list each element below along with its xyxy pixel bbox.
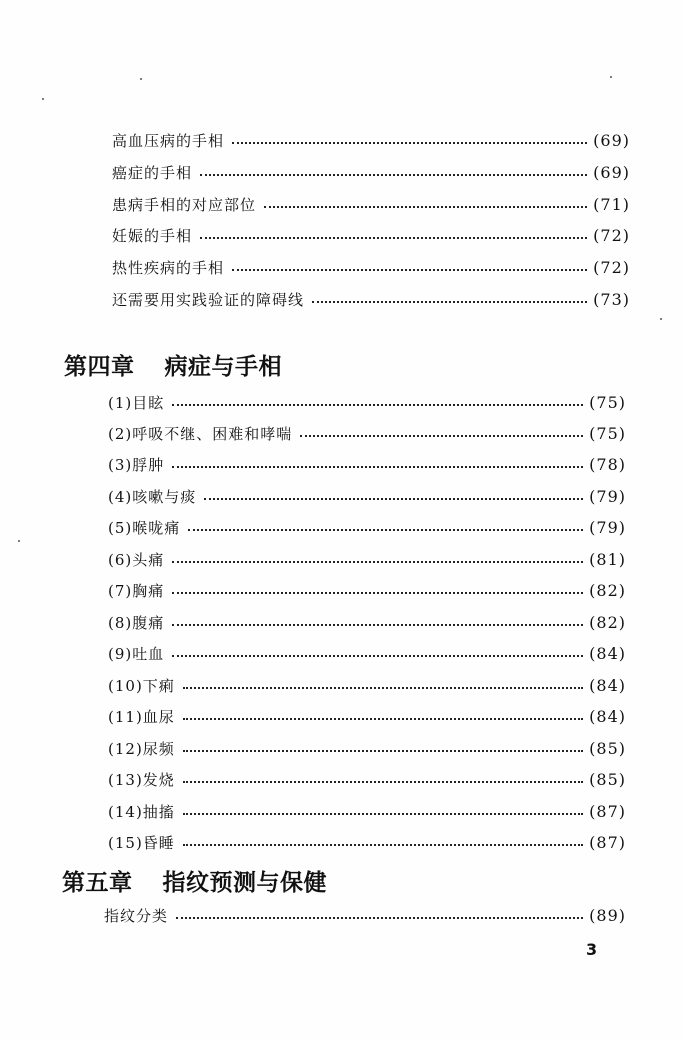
dot-leader bbox=[172, 592, 583, 594]
entry-page-number: (69) bbox=[593, 162, 630, 182]
dot-leader bbox=[172, 404, 583, 406]
entry-page-number: (79) bbox=[589, 486, 626, 506]
dot-leader bbox=[232, 142, 587, 144]
entry-page-number: (81) bbox=[589, 549, 626, 569]
scan-speck bbox=[18, 540, 20, 542]
dot-leader bbox=[264, 206, 587, 208]
toc-entry[interactable] bbox=[108, 481, 626, 511]
entry-label: (14)抽搐 bbox=[108, 802, 175, 821]
toc-entry[interactable] bbox=[112, 284, 630, 314]
entry-page-number: (87) bbox=[589, 801, 626, 821]
chapter-title: 病症与手相 bbox=[164, 354, 282, 380]
dot-leader bbox=[183, 781, 583, 783]
entry-page-number: (82) bbox=[589, 612, 626, 632]
entry-label: (11)血尿 bbox=[108, 707, 175, 726]
entry-label: (1)目眩 bbox=[108, 393, 165, 412]
entry-label: (2)呼吸不继、困难和哮喘 bbox=[108, 424, 293, 443]
scan-speck bbox=[660, 318, 662, 320]
entry-label: 还需要用实践验证的障碍线 bbox=[112, 290, 305, 309]
entry-label: (3)脬肿 bbox=[108, 455, 165, 474]
toc-entry[interactable] bbox=[112, 157, 630, 187]
entry-page-number: (85) bbox=[589, 738, 626, 758]
dot-leader bbox=[183, 718, 583, 720]
dot-leader bbox=[183, 813, 583, 815]
dot-leader bbox=[183, 750, 583, 752]
toc-entry[interactable] bbox=[112, 125, 630, 155]
entry-page-number: (72) bbox=[593, 225, 630, 245]
dot-leader bbox=[176, 917, 583, 919]
toc-entry[interactable] bbox=[108, 387, 626, 417]
scan-speck bbox=[610, 76, 612, 78]
toc-entry[interactable] bbox=[112, 220, 630, 250]
toc-entry[interactable] bbox=[104, 900, 626, 930]
entry-label: (13)发烧 bbox=[108, 770, 175, 789]
chapter-number: 第四章 bbox=[64, 354, 135, 380]
toc-entry[interactable] bbox=[108, 638, 626, 668]
toc-entry[interactable] bbox=[108, 796, 626, 826]
page-number: 3 bbox=[586, 940, 598, 959]
entry-label: 癌症的手相 bbox=[112, 163, 193, 182]
entry-page-number: (71) bbox=[593, 194, 630, 214]
entry-page-number: (75) bbox=[589, 423, 626, 443]
toc-entry[interactable] bbox=[108, 764, 626, 794]
dot-leader bbox=[183, 687, 583, 689]
toc-entry[interactable] bbox=[112, 189, 630, 219]
dot-leader bbox=[300, 435, 583, 437]
entry-page-number: (89) bbox=[589, 905, 626, 925]
chapter-heading bbox=[64, 348, 282, 381]
scan-speck bbox=[42, 98, 44, 100]
dot-leader bbox=[200, 174, 587, 176]
chapter-number: 第五章 bbox=[62, 870, 133, 896]
toc-entry[interactable] bbox=[108, 418, 626, 448]
entry-label: 妊娠的手相 bbox=[112, 226, 193, 245]
entry-label: (7)胸痛 bbox=[108, 581, 165, 600]
dot-leader bbox=[172, 561, 583, 563]
toc-entry[interactable] bbox=[108, 575, 626, 605]
dot-leader bbox=[172, 466, 583, 468]
scan-speck bbox=[140, 78, 142, 80]
toc-entry[interactable] bbox=[108, 827, 626, 857]
entry-page-number: (84) bbox=[589, 643, 626, 663]
entry-page-number: (73) bbox=[593, 289, 630, 309]
entry-page-number: (85) bbox=[589, 769, 626, 789]
dot-leader bbox=[312, 301, 587, 303]
entry-label: (12)尿频 bbox=[108, 739, 175, 758]
toc-entry[interactable] bbox=[108, 607, 626, 637]
toc-entry[interactable] bbox=[108, 449, 626, 479]
entry-page-number: (69) bbox=[593, 130, 630, 150]
toc-entry[interactable] bbox=[108, 733, 626, 763]
entry-label: 高血压病的手相 bbox=[112, 131, 225, 150]
dot-leader bbox=[172, 655, 583, 657]
entry-page-number: (78) bbox=[589, 454, 626, 474]
entry-page-number: (84) bbox=[589, 675, 626, 695]
dot-leader bbox=[183, 844, 583, 846]
entry-page-number: (79) bbox=[589, 517, 626, 537]
entry-label: (6)头痛 bbox=[108, 550, 165, 569]
chapter-heading bbox=[62, 864, 327, 897]
toc-entry[interactable] bbox=[108, 701, 626, 731]
toc-entry[interactable] bbox=[112, 252, 630, 282]
entry-label: 指纹分类 bbox=[104, 906, 169, 925]
toc-entry[interactable] bbox=[108, 544, 626, 574]
dot-leader bbox=[188, 529, 583, 531]
dot-leader bbox=[200, 237, 587, 239]
entry-label: (4)咳嗽与痰 bbox=[108, 487, 197, 506]
entry-label: 患病手相的对应部位 bbox=[112, 195, 257, 214]
entry-label: (5)喉咙痛 bbox=[108, 518, 181, 537]
entry-label: (10)下痢 bbox=[108, 676, 175, 695]
entry-page-number: (87) bbox=[589, 832, 626, 852]
entry-page-number: (75) bbox=[589, 392, 626, 412]
dot-leader bbox=[172, 624, 583, 626]
chapter-title: 指纹预测与保健 bbox=[162, 870, 327, 896]
entry-label: (8)腹痛 bbox=[108, 613, 165, 632]
entry-page-number: (84) bbox=[589, 706, 626, 726]
toc-entry[interactable] bbox=[108, 512, 626, 542]
entry-page-number: (72) bbox=[593, 257, 630, 277]
entry-label: (9)吐血 bbox=[108, 644, 165, 663]
entry-label: 热性疾病的手相 bbox=[112, 258, 225, 277]
dot-leader bbox=[204, 498, 583, 500]
entry-label: (15)昏睡 bbox=[108, 833, 175, 852]
toc-entry[interactable] bbox=[108, 670, 626, 700]
dot-leader bbox=[232, 269, 587, 271]
entry-page-number: (82) bbox=[589, 580, 626, 600]
